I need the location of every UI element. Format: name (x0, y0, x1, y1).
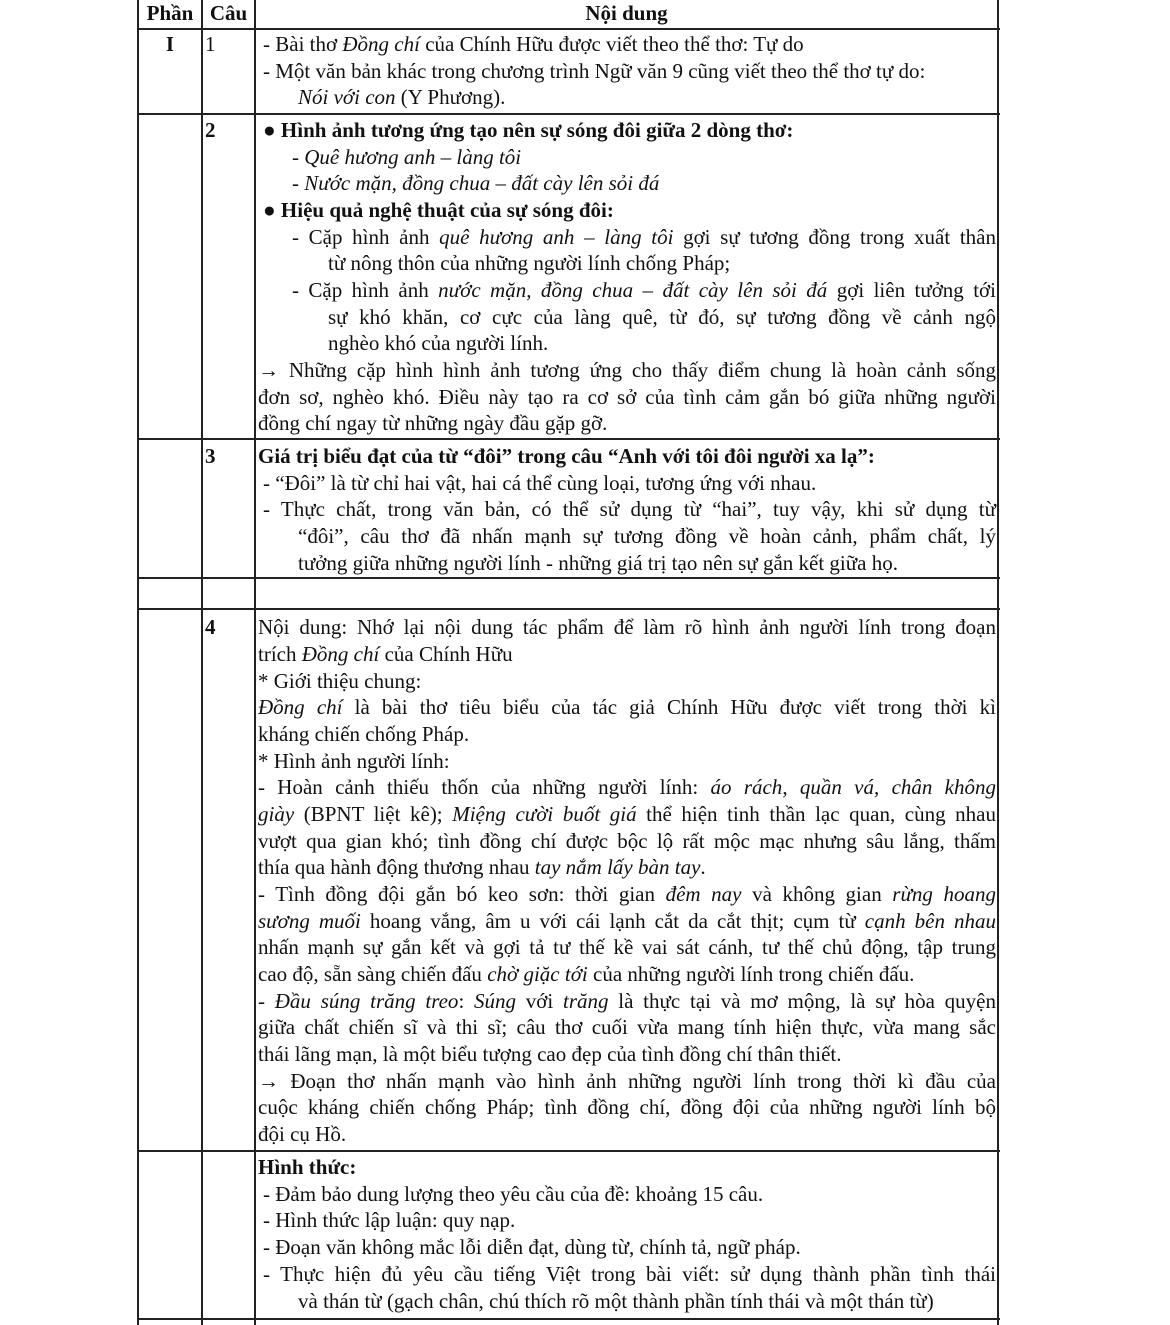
content-line: sương muối hoang vắng, âm u với cái lạnh cắt da cắt thịt; cụm từ cạnh bên nhau (258, 909, 996, 933)
content-line: Đồng chí là bài thơ tiêu biểu của tác giả Chính Hữu được viết trong thời kì (258, 695, 997, 719)
header-cau: Câu (209, 1, 248, 25)
row4-cau: 4 (205, 615, 216, 639)
content-line: - Bài thơ Đồng chí của Chính Hữu được viết theo thể thơ: Tự do (263, 32, 804, 56)
row-divider (138, 28, 1000, 30)
content-line: đồng chí ngay từ những ngày đầu gặp gỡ. (258, 411, 608, 435)
content-line: và thán từ (gạch chân, chú thích rõ một thành phần tính thái và một thán từ) (298, 1289, 934, 1313)
bullet-heading: ● Hình ảnh tương ứng tạo nên sự sóng đôi giữa 2 dòng thơ: (263, 118, 794, 142)
row3-cau: 3 (205, 444, 216, 468)
content-line: kháng chiến chống Pháp. (258, 722, 470, 746)
row-divider (138, 608, 1000, 610)
row1-phan: I (165, 32, 175, 56)
content-line: - Đảm bảo dung lượng theo yêu cầu của đề: khoảng 15 câu. (263, 1182, 764, 1206)
row2-cau: 2 (205, 118, 216, 142)
content-line: sự khó khăn, cơ cực của làng quê, từ đó, sự tương đồng về cảnh ngộ (328, 305, 996, 329)
content-line: - Một văn bản khác trong chương trình Ngữ văn 9 cũng viết theo thể thơ tự do: (263, 59, 926, 83)
content-line: → Những cặp hình hình ảnh tương ứng cho thấy điểm chung là hoàn cảnh sống (258, 358, 996, 382)
content-line: - Cặp hình ảnh nước mặn, đồng chua – đất cày lên sỏi đá gợi liên tưởng tới (292, 278, 996, 302)
content-line: - Hình thức lập luận: quy nạp. (263, 1208, 516, 1232)
content-line: giữa chất chiến sĩ và thi sĩ; câu thơ cuối vừa mang tính hiện thực, vừa mang sắc (258, 1015, 996, 1039)
content-line: nghèo khó của người lính. (328, 331, 549, 355)
content-line: → Đoạn thơ nhấn mạnh vào hình ảnh những người lính trong thời kì đầu của (258, 1069, 996, 1093)
content-line: Nói với con (Y Phương). (298, 85, 506, 109)
row-divider (138, 1318, 1000, 1320)
content-line: đội cụ Hồ. (258, 1122, 347, 1146)
content-line: giày (BPNT liệt kê); Miệng cười buốt giá thể hiện tinh thần lạc quan, cùng nhau (258, 802, 996, 826)
content-line: vượt qua gian khó; tình đồng chí được bộc lộ rất mộc mạc nhưng sâu lắng, thấm (258, 829, 996, 853)
content-line: trích Đồng chí của Chính Hữu (258, 642, 513, 666)
table-border-col2 (254, 0, 256, 1325)
content-line: - Đoạn văn không mắc lỗi diễn đạt, dùng từ, chính tả, ngữ pháp. (263, 1235, 801, 1259)
content-line: - “Đôi” là từ chỉ hai vật, hai cá thể cùng loại, tương ứng với nhau. (263, 471, 817, 495)
content-line: tưởng giữa những người lính - những giá trị tạo nên sự gắn kết giữa họ. (298, 551, 898, 575)
content-line: đơn sơ, nghèo khó. Điều này tạo ra cơ sở của tình cảm gắn bó giữa những người (258, 385, 996, 409)
row-divider (138, 577, 1000, 579)
content-line: thía qua hành động thương nhau tay nắm lấy bàn tay. (258, 855, 706, 879)
content-line: - Thực chất, trong văn bản, có thể sử dụng từ “hai”, tuy vậy, khi sử dụng từ (263, 497, 996, 521)
content-line: - Hoàn cảnh thiếu thốn của những người lính: áo rách, quần vá, chân không (258, 775, 997, 799)
section-heading: Giá trị biểu đạt của từ “đôi” trong câu “Anh với tôi đôi người xa lạ”: (258, 444, 875, 468)
content-line: cao độ, sẵn sàng chiến đấu chờ giặc tới của những người lính trong chiến đấu. (258, 962, 915, 986)
content-line: - Đầu súng trăng treo: Súng với trăng là thực tại và mơ mộng, là sự hòa quyện (258, 989, 996, 1013)
header-noidung: Nội dung (585, 1, 668, 25)
content-line: cuộc kháng chiến chống Pháp; tình đồng chí, đồng đội của những người lính bộ (258, 1095, 996, 1119)
row-divider (138, 1150, 1000, 1152)
content-line: - Cặp hình ảnh quê hương anh – làng tôi gợi sự tương đồng trong xuất thân (292, 225, 996, 249)
content-line: - Nước mặn, đồng chua – đất cày lên sỏi đá (292, 171, 660, 195)
section-heading: Hình thức: (258, 1155, 357, 1179)
row-divider (138, 438, 1000, 440)
content-line: thái lãng mạn, là một biểu tượng cao đẹp của tình đồng chí thân thiết. (258, 1042, 842, 1066)
content-line: nhấn mạnh sự gắn kết và gợi tả tư thế kề vai sát cánh, tư thế chủ động, tập trung (258, 935, 996, 959)
table-border-col1 (201, 0, 203, 1325)
content-line: * Hình ảnh người lính: (258, 749, 450, 773)
row1-cau: 1 (205, 32, 216, 56)
content-line: - Quê hương anh – làng tôi (292, 145, 522, 169)
content-line: - Thực hiện đủ yêu cầu tiếng Việt trong bài viết: sử dụng thành phần tình thái (263, 1262, 996, 1286)
header-phan: Phần (146, 1, 194, 25)
content-line: Nội dung: Nhớ lại nội dung tác phẩm để làm rõ hình ảnh người lính trong đoạn (258, 615, 996, 639)
content-line: “đôi”, câu thơ đã nhấn mạnh sự tương đồng về hoàn cảnh, phẩm chất, lý (298, 524, 996, 548)
bullet-heading: ● Hiệu quả nghệ thuật của sự sóng đôi: (263, 198, 614, 222)
content-line: - Tình đồng đội gắn bó keo sơn: thời gian đêm nay và không gian rừng hoang (258, 882, 996, 906)
table-border-left (137, 0, 139, 1325)
row-divider (138, 113, 1000, 115)
table-border-right (997, 0, 999, 1325)
content-line: từ nông thôn của những người lính chống Pháp; (328, 251, 731, 275)
content-line: * Giới thiệu chung: (258, 669, 422, 693)
